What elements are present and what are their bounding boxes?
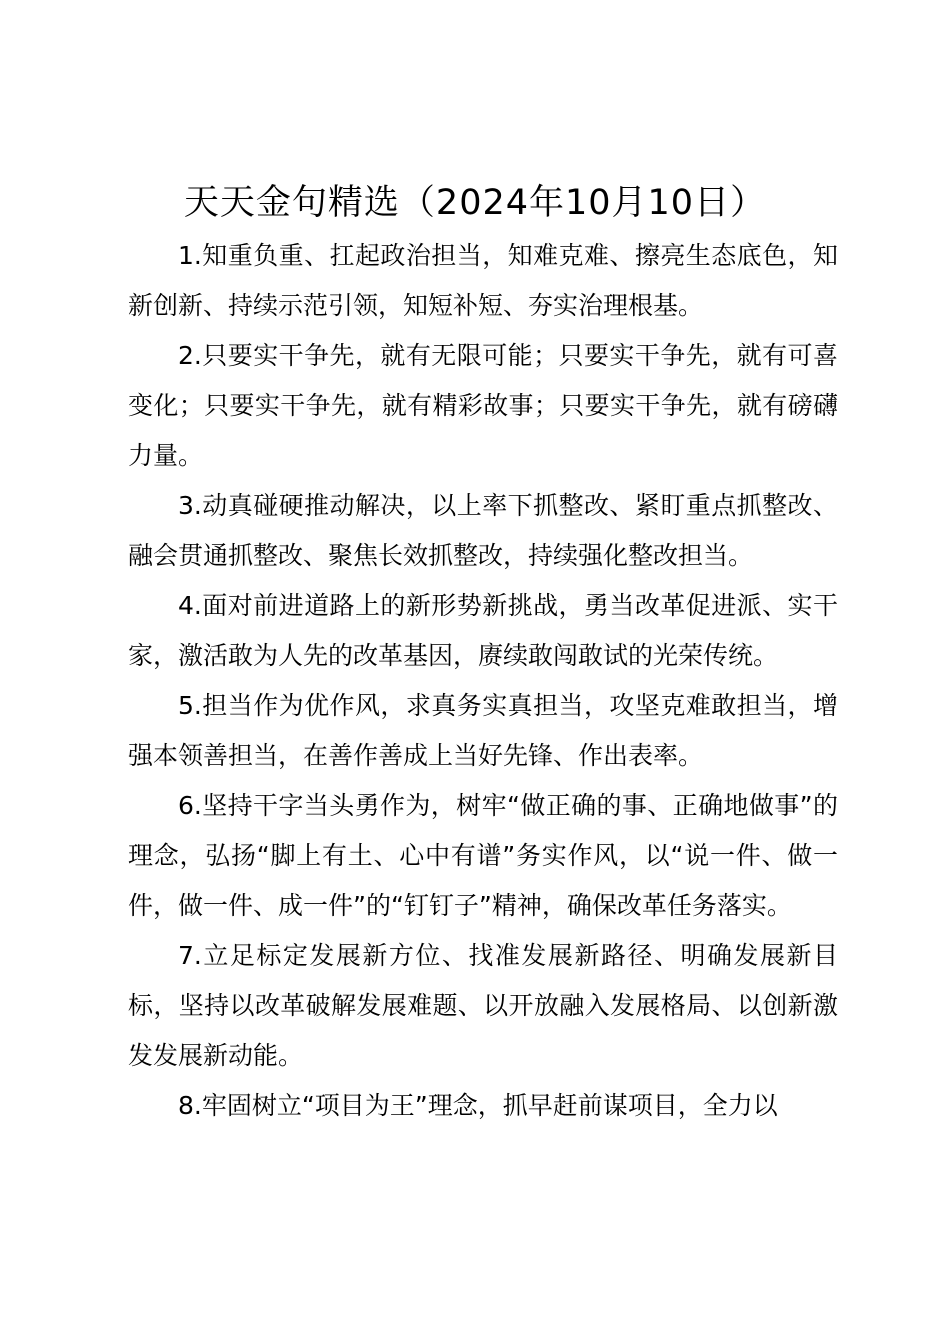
paragraph-2: 2.只要实干争先，就有无限可能；只要实干争先，就有可喜变化；只要实干争先，就有精彩故事；只要实干争先，就有磅礴力量。 [128, 341, 838, 470]
document-body [128, 231, 838, 1131]
paragraph-6: 6.坚持干字当头勇作为，树牢“做正确的事、正确地做事”的理念，弘扬“脚上有土、心中有谱”务实作风，以“说一件、做一件，做一件、成一件”的“钉钉子”精神，确保改革任务落实。 [128, 791, 838, 920]
paragraph-8: 8.牢固树立“项目为王”理念，抓早赶前谋项目，全力以 [178, 1091, 778, 1120]
paragraph-7: 7.立足标定发展新方位、找准发展新路径、明确发展新目标，坚持以改革破解发展难题、以开放融入发展格局、以创新激发发展新动能。 [128, 941, 838, 1070]
paragraph-3: 3.动真碰硬推动解决，以上率下抓整改、紧盯重点抓整改、融会贯通抓整改、聚焦长效抓整改，持续强化整改担当。 [128, 491, 838, 570]
document-title: 天天金句精选（2024年10月10日） [183, 183, 767, 223]
paragraph-4: 4.面对前进道路上的新形势新挑战，勇当改革促进派、实干家，激活敢为人先的改革基因，赓续敢闯敢试的光荣传统。 [128, 591, 838, 670]
paragraph-1: 1.知重负重、扛起政治担当，知难克难、擦亮生态底色，知新创新、持续示范引领，知短补短、夯实治理根基。 [128, 241, 838, 320]
paragraph-5: 5.担当作为优作风，求真务实真担当，攻坚克难敢担当，增强本领善担当，在善作善成上当好先锋、作出表率。 [128, 691, 838, 770]
